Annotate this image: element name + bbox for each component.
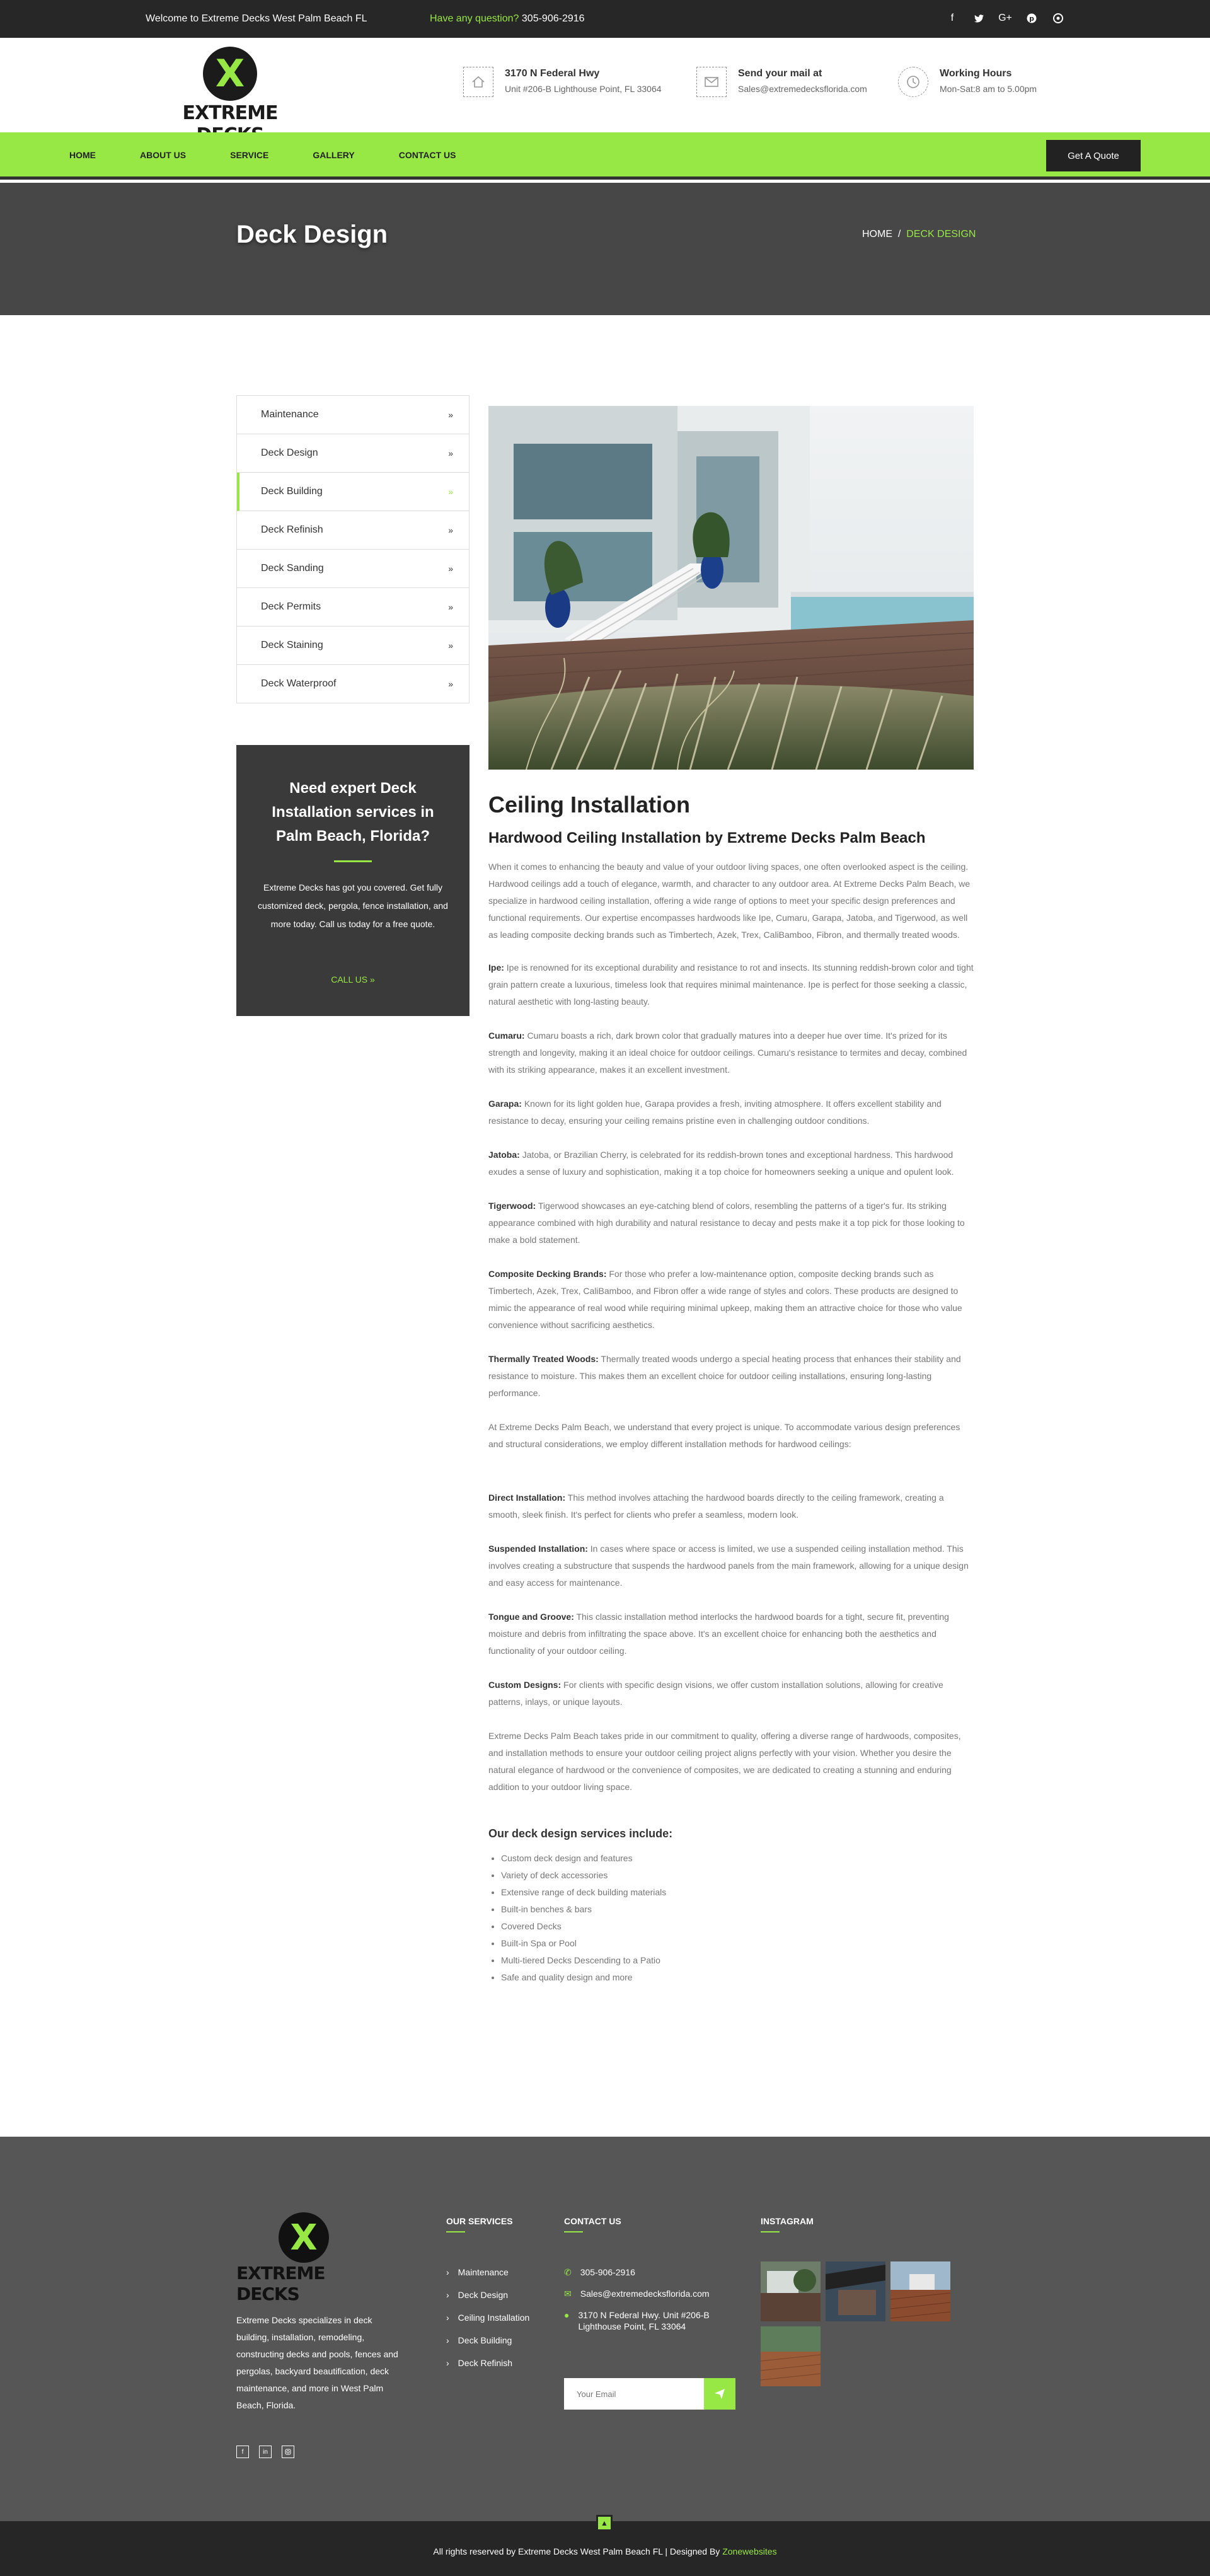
dribbble-icon[interactable] [1051, 11, 1065, 25]
sidebar-item-deck-sanding[interactable] [237, 550, 469, 588]
footer-link-deck-building[interactable] [446, 2335, 534, 2346]
footer-link-label: Deck Design [458, 2290, 509, 2300]
page-banner [0, 183, 1210, 315]
newsletter-form [564, 2378, 735, 2410]
copyright-bar [0, 2521, 1210, 2576]
list-item: • Variety of deck accessories [501, 1867, 974, 1884]
address-value: Unit #206-B Lighthouse Point, FL 33064 [505, 84, 662, 94]
site-footer [0, 2137, 1210, 2521]
instagram-thumb[interactable] [761, 2261, 821, 2321]
mail-info [696, 67, 867, 97]
method-name: Custom Designs: [488, 1680, 562, 1690]
sidebar-item-label: Deck Design [261, 448, 318, 458]
mail-value[interactable]: Sales@extremedecksflorida.com [738, 84, 867, 94]
page-title: Deck Design [236, 221, 388, 248]
method-name: Suspended Installation: [488, 1544, 588, 1554]
envelope-icon: ✉ [564, 2289, 572, 2299]
footer-address [564, 2309, 740, 2332]
paper-plane-icon [714, 2388, 725, 2400]
welcome-text: Welcome to Extreme Decks West Palm Beach FL [146, 13, 367, 24]
breadcrumb-separator: / [897, 229, 901, 240]
main-nav [0, 132, 1210, 180]
nav-item-service[interactable]: SERVICE [230, 150, 269, 160]
wood-garapa [488, 1095, 974, 1129]
chevron-right-icon: » [448, 679, 453, 689]
nav-item-gallery[interactable]: GALLERY [313, 150, 355, 160]
chevron-right-icon: » [448, 525, 453, 535]
wood-jatoba [488, 1146, 974, 1181]
chevron-right-icon: › [446, 2313, 449, 2323]
wood-text: Jatoba, or Brazilian Cherry, is celebrated for its reddish-brown tones and exceptional hardness. This hardwood exudes a sense of luxury and sophistication, making it a top choice for homeowners seeking a unique and opulent look. [488, 1150, 954, 1177]
facebook-icon[interactable]: f [236, 2446, 249, 2458]
contact-question [430, 13, 585, 25]
footer-link-label: Deck Building [458, 2335, 512, 2345]
logo-text: EXTREME DECKS [236, 2263, 325, 2304]
mail-title: Send your mail at [738, 68, 822, 79]
copyright-label: All rights reserved by Extreme Decks West Palm Beach FL | Designed By [433, 2546, 720, 2556]
logo-mark: X [215, 52, 245, 96]
linkedin-icon[interactable]: in [259, 2446, 272, 2458]
list-item: • Built-in benches & bars [501, 1901, 974, 1918]
list-item: • Safe and quality design and more [501, 1969, 974, 1986]
chevron-right-icon: › [446, 2290, 449, 2300]
wood-ipe [488, 959, 974, 1010]
footer-contact [564, 2267, 740, 2342]
list-item: • Custom deck design and features [501, 1850, 974, 1867]
twitter-icon[interactable] [972, 11, 986, 25]
list-item: • Covered Decks [501, 1918, 974, 1935]
wood-thermally-treated [488, 1351, 974, 1402]
cta-box [236, 745, 470, 1016]
service-sidebar [236, 395, 470, 703]
sidebar-item-deck-refinish[interactable] [237, 511, 469, 550]
footer-description: Extreme Decks specializes in deck building, installation, remodeling, constructing decks and pools, fences and pergolas, backyard beautification, deck maintenance, and more in West Palm Beach, Florida. [236, 2315, 398, 2410]
sidebar-item-deck-permits[interactable] [237, 588, 469, 627]
sidebar-item-label: Deck Waterproof [261, 678, 337, 689]
wood-cumaru [488, 1027, 974, 1078]
svg-text:p: p [1029, 14, 1034, 23]
footer-instagram-heading: INSTAGRAM [761, 2216, 814, 2226]
site-header [0, 38, 1210, 132]
phone-value: 305-906-2916 [580, 2267, 635, 2277]
pinterest-icon[interactable] [1025, 11, 1039, 25]
footer-social [236, 2446, 294, 2458]
sidebar-item-label: Deck Permits [261, 601, 321, 612]
logo-badge [203, 47, 257, 101]
services-list [501, 1850, 974, 1986]
wood-name: Ipe: [488, 962, 504, 973]
phone-icon: ✆ [564, 2267, 572, 2277]
copyright-text [0, 2546, 1210, 2556]
method-text: In cases where space or access is limited, we use a suspended ceiling installation method. This involves creating a substructure that suspends the hardwood panels from the main framework, allowing for a unique design and easy access for maintenance. [488, 1544, 969, 1588]
cta-divider [334, 860, 372, 862]
instagram-thumb[interactable] [761, 2326, 821, 2386]
nav-item-home[interactable]: HOME [69, 150, 96, 160]
footer-services-heading: OUR SERVICES [446, 2216, 513, 2226]
question-label: Have any question? [430, 13, 519, 24]
email-input[interactable] [564, 2378, 704, 2410]
sidebar-item-deck-staining[interactable] [237, 627, 469, 665]
hours-value: Mon-Sat:8 am to 5.00pm [940, 84, 1037, 94]
wood-text: Ipe is renowned for its exceptional durability and resistance to rot and insects. Its stunning reddish-brown color and tight grain pattern create a luxurious, timeless look that requires minimal maintenance. Ipe is perfect for those seeking a classic, natural aesthetic with long-lasting beauty. [488, 962, 974, 1007]
list-item: • Multi-tiered Decks Descending to a Patio [501, 1952, 974, 1969]
chevron-right-icon: › [446, 2335, 449, 2345]
breadcrumb [862, 229, 976, 240]
list-item: • Extensive range of deck building materials [501, 1884, 974, 1901]
wood-text: For those who prefer a low-maintenance option, composite decking brands such as Timbertech, Azek, Trex, CaliBamboo, and Fibron offer a wide range of styles and colors. These products are designed to mimic the appearance of real wood while requiring minimal upkeep, making them an attractive choice for those who value convenience without sacrificing aesthetics. [488, 1269, 962, 1330]
deck-photo [488, 406, 974, 770]
wood-name: Composite Decking Brands: [488, 1269, 607, 1279]
instagram-icon[interactable] [282, 2446, 294, 2458]
method-suspended [488, 1540, 974, 1591]
clock-icon [898, 67, 928, 97]
send-button[interactable] [704, 2378, 735, 2410]
footer-link-deck-refinish[interactable] [446, 2357, 534, 2369]
wood-text: Known for its light golden hue, Garapa provides a fresh, inviting atmosphere. It offers excellent stability and resistance to decay, ensuring your ceiling remains pristine even in challenging outdoor conditions. [488, 1099, 942, 1126]
intro-paragraph: When it comes to enhancing the beauty and value of your outdoor living spaces, one often overlooked aspect is the ceiling. Hardwood ceilings add a touch of elegance, warmth, and character to any outdoor area. At Extreme Decks Palm Beach, we specialize in hardwood ceiling installation, offering a wide range of options to meet your specific design preferences and functional requirements. Our expertise encompasses hardwoods like Ipe, Cumaru, Garapa, Jatoba, and Tigerwood, as well as leading composite decking brands such as Timbertech, Azek, Trex, CaliBamboo, Fibron, and thermally treated woods. [488, 862, 971, 940]
sidebar-item-label: Deck Refinish [261, 524, 323, 535]
site-logo[interactable] [161, 47, 299, 122]
method-text: This method involves attaching the hardwood boards directly to the ceiling framework, creating a smooth, sleek finish. It's perfect for clients who prefer a seamless, modern look. [488, 1493, 944, 1520]
top-bar [0, 0, 1210, 38]
wood-tigerwood [488, 1198, 974, 1249]
sidebar-item-deck-waterproof[interactable] [237, 665, 469, 703]
sidebar-item-label: Maintenance [261, 409, 319, 420]
nav-item-about-us[interactable]: ABOUT US [140, 150, 187, 160]
footer-logo[interactable] [236, 2212, 375, 2304]
wood-text: Thermally treated woods undergo a special heating process that enhances their stability and resistance to moisture. This makes them an excellent choice for outdoor ceiling installations, ensuring long-lasting performance. [488, 1354, 961, 1398]
sidebar-item-label: Deck Sanding [261, 563, 324, 574]
sidebar-item-deck-building[interactable] [237, 473, 469, 511]
article-subtitle: Hardwood Ceiling Installation by Extreme Decks Palm Beach [488, 829, 926, 846]
hours-info [898, 67, 1037, 97]
footer-email[interactable] [564, 2288, 740, 2299]
address-title: 3170 N Federal Hwy [505, 68, 600, 79]
breadcrumb-home[interactable]: HOME [862, 229, 892, 240]
footer-link-label: Maintenance [458, 2267, 509, 2277]
address-value: 3170 N Federal Hwy. Unit #206-B Lighthouse Point, FL 33064 [578, 2310, 710, 2331]
wood-name: Cumaru: [488, 1031, 525, 1041]
wood-name: Jatoba: [488, 1150, 520, 1160]
method-direct [488, 1489, 974, 1523]
sidebar-item-maintenance[interactable] [237, 396, 469, 434]
social-links [945, 11, 1065, 25]
logo-badge [279, 2212, 329, 2263]
methods-intro: At Extreme Decks Palm Beach, we understand that every project is unique. To accommodate various design preferences and structural considerations, we employ different installation methods for hardwood ceilings: [488, 1422, 960, 1449]
method-name: Tongue and Groove: [488, 1612, 574, 1622]
chevron-right-icon: » [448, 563, 453, 574]
footer-services [446, 2267, 534, 2380]
google-plus-icon[interactable]: G+ [998, 13, 1012, 23]
call-us-link[interactable]: CALL US » [331, 974, 375, 985]
chevron-right-icon: » [448, 448, 453, 458]
chevron-right-icon: › [446, 2267, 449, 2277]
breadcrumb-current: DECK DESIGN [906, 229, 976, 240]
article-title: Ceiling Installation [488, 792, 691, 817]
footer-phone[interactable] [564, 2267, 740, 2278]
wood-name: Garapa: [488, 1099, 522, 1109]
method-custom [488, 1677, 974, 1711]
instagram-thumb[interactable] [890, 2261, 950, 2321]
list-item: • Built-in Spa or Pool [501, 1935, 974, 1952]
footer-link-deck-design[interactable] [446, 2289, 534, 2301]
chevron-right-icon: » [448, 640, 453, 650]
envelope-icon [696, 67, 727, 97]
footer-link-label: Deck Refinish [458, 2358, 513, 2368]
chevron-up-icon: ▲ [601, 2519, 608, 2527]
footer-link-maintenance[interactable] [446, 2267, 534, 2278]
wood-name: Tigerwood: [488, 1201, 536, 1211]
footer-link-label: Ceiling Installation [458, 2313, 530, 2323]
chevron-right-icon: » [448, 487, 453, 497]
closing-paragraph: Extreme Decks Palm Beach takes pride in our commitment to quality, offering a diverse range of hardwoods, composites, and installation methods to ensure your outdoor ceiling project aligns perfectly with your vision. Whether you desire the natural elegance of hardwood or the convenience of composites, we are dedicated to creating a stunning and enduring addition to your outdoor living space. [488, 1731, 961, 1792]
facebook-icon[interactable]: f [950, 13, 954, 23]
instagram-thumb[interactable] [826, 2261, 885, 2321]
method-text: For clients with specific design visions, we offer custom installation solutions, allowing for creative patterns, inlays, or unique layouts. [488, 1680, 943, 1707]
method-name: Direct Installation: [488, 1493, 566, 1503]
wood-composite [488, 1266, 974, 1334]
logo-text: EXTREME [182, 102, 278, 124]
logo-mark: X [290, 2217, 318, 2258]
main-content [488, 406, 974, 1986]
address-info [463, 67, 662, 97]
email-value: Sales@extremedecksflorida.com [580, 2289, 710, 2299]
sidebar-item-label: Deck Staining [261, 640, 323, 650]
method-tongue-groove [488, 1609, 974, 1660]
designer-link[interactable]: Zonewebsites [722, 2546, 777, 2556]
wood-name: Thermally Treated Woods: [488, 1354, 599, 1364]
home-icon [463, 67, 493, 97]
chevron-right-icon: » [448, 602, 453, 612]
nav-item-contact-us[interactable]: CONTACT US [398, 150, 456, 160]
back-to-top-button[interactable] [596, 2515, 613, 2531]
instagram-grid [761, 2261, 950, 2386]
wood-text: Cumaru boasts a rich, dark brown color that gradually matures into a deeper hue over time. It's prized for its strength and longevity, making it an ideal choice for outdoor ceilings. Cumaru's resistance to termites and decay, combined with its striking appearance, makes it an excellent investment. [488, 1031, 967, 1075]
get-a-quote-button[interactable]: Get A Quote [1046, 140, 1141, 171]
chevron-right-icon: › [446, 2358, 449, 2368]
sidebar-item-label: Deck Building [261, 486, 323, 497]
footer-link-ceiling-installation[interactable] [446, 2312, 534, 2323]
wood-text: Tigerwood showcases an eye-catching blend of colors, resembling the patterns of a tiger's fur. Its striking appearance combined with high durability and natural resistance to decay and pests make it a top pick for those looking to make a bold statement. [488, 1201, 965, 1245]
phone-link[interactable]: 305-906-2916 [521, 13, 585, 24]
cta-text: Extreme Decks has got you covered. Get fully customized deck, pergola, fence installation, and more today. Call us today for a free quote. [258, 882, 448, 929]
cta-title: Need expert Deck Installation services in Palm Beach, Florida? [272, 780, 434, 845]
hours-title: Working Hours [940, 68, 1012, 79]
sidebar-item-deck-design[interactable] [237, 434, 469, 473]
footer-contact-heading: CONTACT US [564, 2216, 621, 2226]
map-pin-icon: ● [564, 2310, 570, 2320]
article [488, 792, 974, 1986]
services-heading: Our deck design services include: [488, 1827, 673, 1840]
chevron-right-icon: » [448, 410, 453, 420]
method-text: This classic installation method interlocks the hardwood boards for a tight, secure fit, preventing moisture and debris from infiltrating the space above. It's an excellent choice for enhancing both the aesthetics and functionality of your outdoor ceiling. [488, 1612, 949, 1656]
